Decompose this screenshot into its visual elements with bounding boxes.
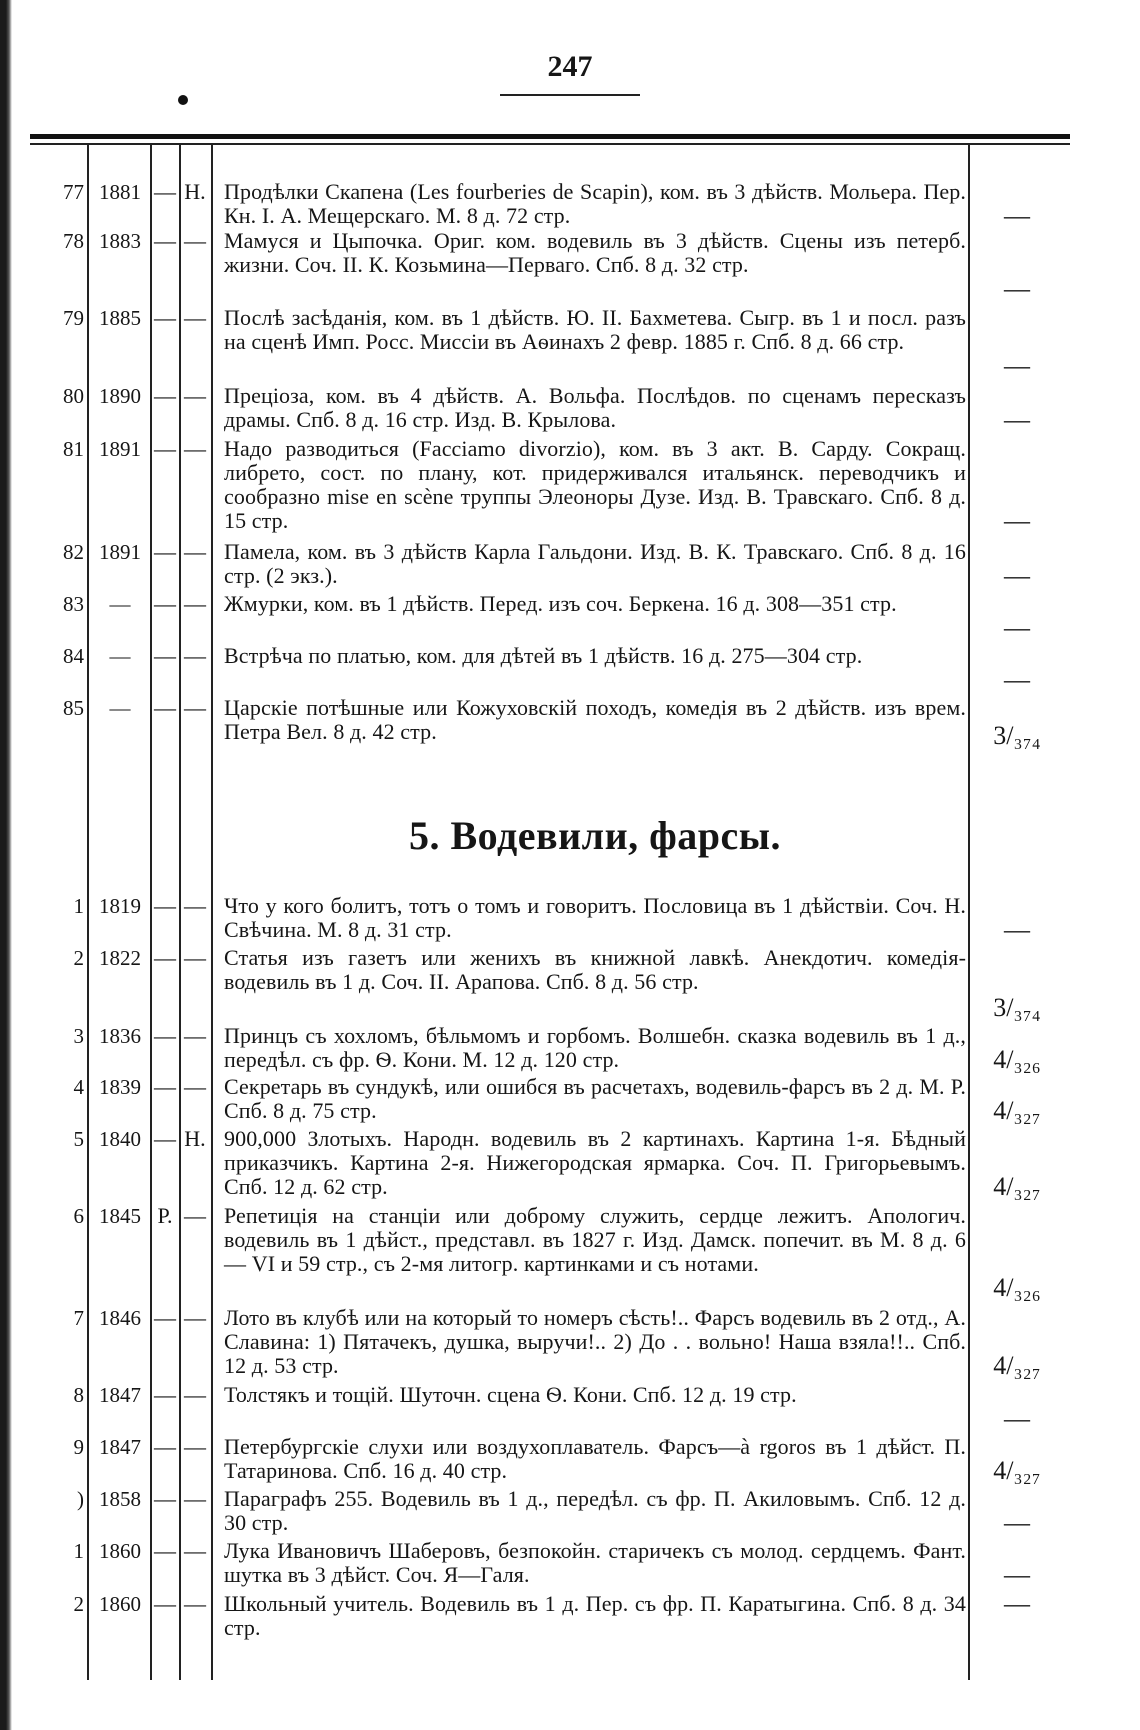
entry-number: 80	[63, 384, 84, 408]
entry-mark: —	[154, 1434, 176, 1459]
entry-description: Что у кого болитъ, тотъ о томъ и говоритъ. Пословица въ 1 дѣйствіи. Соч. Н. Свѣчина. М. 8 д. 31 стр.	[224, 893, 966, 942]
entry-mark: —	[154, 228, 176, 253]
entry-price: 3/₃₇₄	[993, 993, 1041, 1022]
page-number: 247	[547, 50, 593, 83]
entry-description: Послѣ засѣданія, ком. въ 1 дѣйств. Ю. II. Бахметева. Сыгр. въ 1 и посл. разъ на сценѣ Имп. Росс. Миссіи въ Аѳинахъ 2 февр. 1885 г. Спб. 8 д. 66 стр.	[224, 305, 966, 354]
page-number-rule	[500, 94, 640, 96]
entry-description: Принцъ съ хохломъ, бѣльмомъ и горбомъ. Волшебн. сказка водевиль въ 1 д., передѣл. съ фр. Ѳ. Кони. М. 12 д. 120 стр.	[224, 1023, 966, 1072]
entry-description: Продѣлки Скапена (Les fourberies de Scapin), ком. въ 3 дѣйств. Мольера. Пер. Кн. I. А. Мещерскаго. М. 8 д. 72 стр.	[224, 179, 966, 228]
entry-flag: —	[184, 228, 206, 253]
entry-price: —	[1004, 506, 1030, 535]
entry-mark: —	[154, 945, 176, 970]
entry-year: 1883	[99, 229, 141, 253]
entry-year: 1839	[99, 1075, 141, 1099]
entry-flag: —	[184, 945, 206, 970]
entry-description: Памела, ком. въ 3 дѣйств Карла Гальдони. Изд. В. К. Травскаго. Спб. 8 д. 16 стр. (2 экз.).	[224, 539, 966, 588]
entry-number: )	[77, 1487, 84, 1511]
entry-price: 4/₃₂₇	[993, 1096, 1041, 1125]
entry-mark: —	[154, 695, 176, 720]
entry-description: Лука Ивановичъ Шаберовъ, безпокойн. старичекъ съ молод. сердцемъ. Фант. шутка въ 3 дѣйст. Соч. Я—Галя.	[224, 1538, 966, 1587]
entry-number: 84	[63, 644, 84, 668]
entry-description: Толстякъ и тощій. Шуточн. сцена Ѳ. Кони. Спб. 12 д. 19 стр.	[224, 1382, 797, 1407]
entry-description: Петербургскіе слухи или воздухоплаватель. Фарсъ—à rgoros въ 1 дѣйст. П. Татаринова. Спб. 16 д. 40 стр.	[224, 1434, 966, 1483]
entry-description: Жмурки, ком. въ 1 дѣйств. Перед. изъ соч. Беркена. 16 д. 308—351 стр.	[224, 591, 897, 616]
entry-year: 1822	[99, 946, 141, 970]
entry-mark: —	[154, 591, 176, 616]
entry-year: 1836	[99, 1024, 141, 1048]
entry-flag: —	[184, 305, 206, 330]
entry-mark: —	[154, 179, 176, 204]
entry-description: Секретарь въ сундукѣ, или ошибся въ расчетахъ, водевиль-фарсъ въ 2 д. М. Р. Спб. 8 д. 75 стр.	[224, 1074, 966, 1123]
entry-year: —	[109, 592, 131, 616]
entry-number: 2	[73, 1592, 84, 1616]
entry-description: Статья изъ газетъ или женихъ въ книжной лавкѣ. Анекдотич. комедія-водевиль въ 1 д. Соч. II. Арапова. Спб. 8 д. 56 стр.	[224, 945, 966, 994]
entry-number: 82	[63, 540, 84, 564]
entry-flag: —	[184, 1486, 206, 1511]
entry-mark: —	[154, 1538, 176, 1563]
entry-price: —	[1004, 665, 1030, 694]
entry-year: 1846	[99, 1306, 141, 1330]
entry-price: 4/₃₂₆	[993, 1045, 1041, 1074]
entry-price: —	[1004, 1404, 1030, 1433]
entry-mark: —	[154, 1382, 176, 1407]
entry-price: —	[1004, 1560, 1030, 1589]
entry-flag: —	[184, 1023, 206, 1048]
entry-year: 1890	[99, 384, 141, 408]
entry-price: —	[1004, 274, 1030, 303]
entry-price: —	[1004, 561, 1030, 590]
entry-flag: —	[184, 383, 206, 408]
entry-price: 4/₃₂₇	[993, 1172, 1041, 1201]
entry-mark: Р.	[157, 1203, 173, 1228]
entry-year: 1819	[99, 894, 141, 918]
entry-flag: —	[184, 539, 206, 564]
scan-edge	[0, 0, 12, 1730]
entry-description: Репетиція на станціи или доброму служить, сердце лежитъ. Апологич. водевиль въ 1 дѣйст., представл. въ 1827 г. Изд. Дамск. попечит. въ М. 8 д. 6 — VI и 59 стр., съ 2-мя литогр. картинками и съ нотами.	[224, 1203, 966, 1276]
entry-number: 6	[73, 1204, 84, 1228]
entry-year: 1858	[99, 1487, 141, 1511]
header-rule-thin	[30, 143, 1070, 145]
entry-year: 1891	[99, 540, 141, 564]
entry-number: 77	[63, 180, 84, 204]
entry-flag: —	[184, 893, 206, 918]
entry-number: 1	[73, 894, 84, 918]
entry-year: —	[109, 696, 131, 720]
entry-description: Надо разводиться (Facciamo divorzio), ком. въ 3 акт. В. Сарду. Сокращ. либрето, сост. по плану, кот. придерживался итальянск. переводчикъ и сообразно mise en scène труппы Элеоноры Дузе. Изд. В. Травскаго. Спб. 8 д. 15 стр.	[224, 436, 966, 533]
entry-number: 4	[73, 1075, 84, 1099]
entry-description: Параграфъ 255. Водевиль въ 1 д., передѣл. съ фр. П. Акиловымъ. Спб. 12 д. 30 стр.	[224, 1486, 966, 1535]
entry-year: 1881	[99, 180, 141, 204]
entry-mark: —	[154, 893, 176, 918]
entry-flag: —	[184, 1591, 206, 1616]
entry-mark: —	[154, 383, 176, 408]
entry-flag: —	[184, 1305, 206, 1330]
header-rule-thick	[30, 134, 1070, 139]
entry-year: 1860	[99, 1539, 141, 1563]
entry-number: 8	[73, 1383, 84, 1407]
entry-mark: —	[154, 305, 176, 330]
entry-number: 85	[63, 696, 84, 720]
entry-price: 4/₃₂₆	[993, 1273, 1041, 1302]
entry-flag: —	[184, 1434, 206, 1459]
entry-price: —	[1004, 1508, 1030, 1537]
entry-price: —	[1004, 201, 1030, 230]
entry-number: 2	[73, 946, 84, 970]
entry-price: 3/₃₇₄	[993, 721, 1041, 750]
entry-description: Царскіе потѣшные или Кожуховскій походъ, комедія въ 2 дѣйств. изъ врем. Петра Вел. 8 д. 42 стр.	[224, 695, 966, 744]
entry-description: Встрѣча по платью, ком. для дѣтей въ 1 дѣйств. 16 д. 275—304 стр.	[224, 643, 863, 668]
entry-description: Мамуся и Цыпочка. Ориг. ком. водевиль въ 3 дѣйств. Сцены изъ петерб. жизни. Соч. II. К. Козьмина—Перваго. Спб. 8 д. 32 стр.	[224, 228, 966, 277]
entry-description: Школьный учитель. Водевиль въ 1 д. Пер. съ фр. П. Каратыгина. Спб. 8 д. 34 стр.	[224, 1591, 966, 1640]
entry-mark: —	[154, 1126, 176, 1151]
entry-flag: —	[184, 1382, 206, 1407]
entry-price: —	[1004, 1589, 1030, 1618]
entry-flag: —	[184, 1203, 206, 1228]
entry-flag: —	[184, 695, 206, 720]
entry-price: —	[1004, 613, 1030, 642]
entry-number: 83	[63, 592, 84, 616]
column-divider-num	[87, 145, 89, 1680]
entry-number: 5	[73, 1127, 84, 1151]
entry-flag: —	[184, 591, 206, 616]
entry-number: 3	[73, 1024, 84, 1048]
entry-year: 1847	[99, 1383, 141, 1407]
column-divider-flag	[211, 145, 213, 1680]
entry-price: —	[1004, 405, 1030, 434]
entry-mark: —	[154, 1023, 176, 1048]
entry-mark: —	[154, 1486, 176, 1511]
entry-price: —	[1004, 915, 1030, 944]
entry-mark: —	[154, 1305, 176, 1330]
entry-number: 9	[73, 1435, 84, 1459]
entry-number: 1	[73, 1539, 84, 1563]
entry-flag: Н.	[184, 179, 206, 204]
column-divider-text	[968, 145, 970, 1680]
entry-description: Лото въ клубѣ или на который то номеръ сѣсть!.. Фарсъ водевиль въ 2 отд., А. Славина: 1) Пятачекъ, душка, выручи!.. 2) До . . вольно! Наша взяла!!.. Спб. 12 д. 53 стр.	[224, 1305, 966, 1378]
entry-mark: —	[154, 643, 176, 668]
entry-year: —	[109, 644, 131, 668]
entry-description: 900,000 Злотыхъ. Народн. водевиль въ 2 картинахъ. Картина 1-я. Бѣдный приказчикъ. Картина 2-я. Нижегородская ярмарка. Соч. П. Григорьевымъ. Спб. 12 д. 62 стр.	[224, 1126, 966, 1199]
entry-year: 1891	[99, 437, 141, 461]
entry-price: —	[1004, 351, 1030, 380]
entry-mark: —	[154, 539, 176, 564]
entry-year: 1885	[99, 306, 141, 330]
entry-year: 1845	[99, 1204, 141, 1228]
ink-blot	[178, 95, 188, 105]
entry-year: 1847	[99, 1435, 141, 1459]
entry-number: 7	[73, 1306, 84, 1330]
entry-flag: —	[184, 1538, 206, 1563]
entry-price: 4/₃₂₇	[993, 1351, 1041, 1380]
entry-year: 1840	[99, 1127, 141, 1151]
entry-number: 78	[63, 229, 84, 253]
entry-price: 4/₃₂₇	[993, 1456, 1041, 1485]
entry-number: 79	[63, 306, 84, 330]
entry-description: Преціоза, ком. въ 4 дѣйств. А. Вольфа. Послѣдов. по сценамъ пересказъ драмы. Спб. 8 д. 16 стр. Изд. В. Крылова.	[224, 383, 966, 432]
section-heading: 5. Водевили, фарсы.	[408, 813, 782, 858]
entry-flag: —	[184, 1074, 206, 1099]
entry-flag: Н.	[184, 1126, 206, 1151]
entry-flag: —	[184, 643, 206, 668]
entry-year: 1860	[99, 1592, 141, 1616]
entry-flag: —	[184, 436, 206, 461]
entry-mark: —	[154, 436, 176, 461]
entry-mark: —	[154, 1591, 176, 1616]
entry-mark: —	[154, 1074, 176, 1099]
entry-number: 81	[63, 437, 84, 461]
